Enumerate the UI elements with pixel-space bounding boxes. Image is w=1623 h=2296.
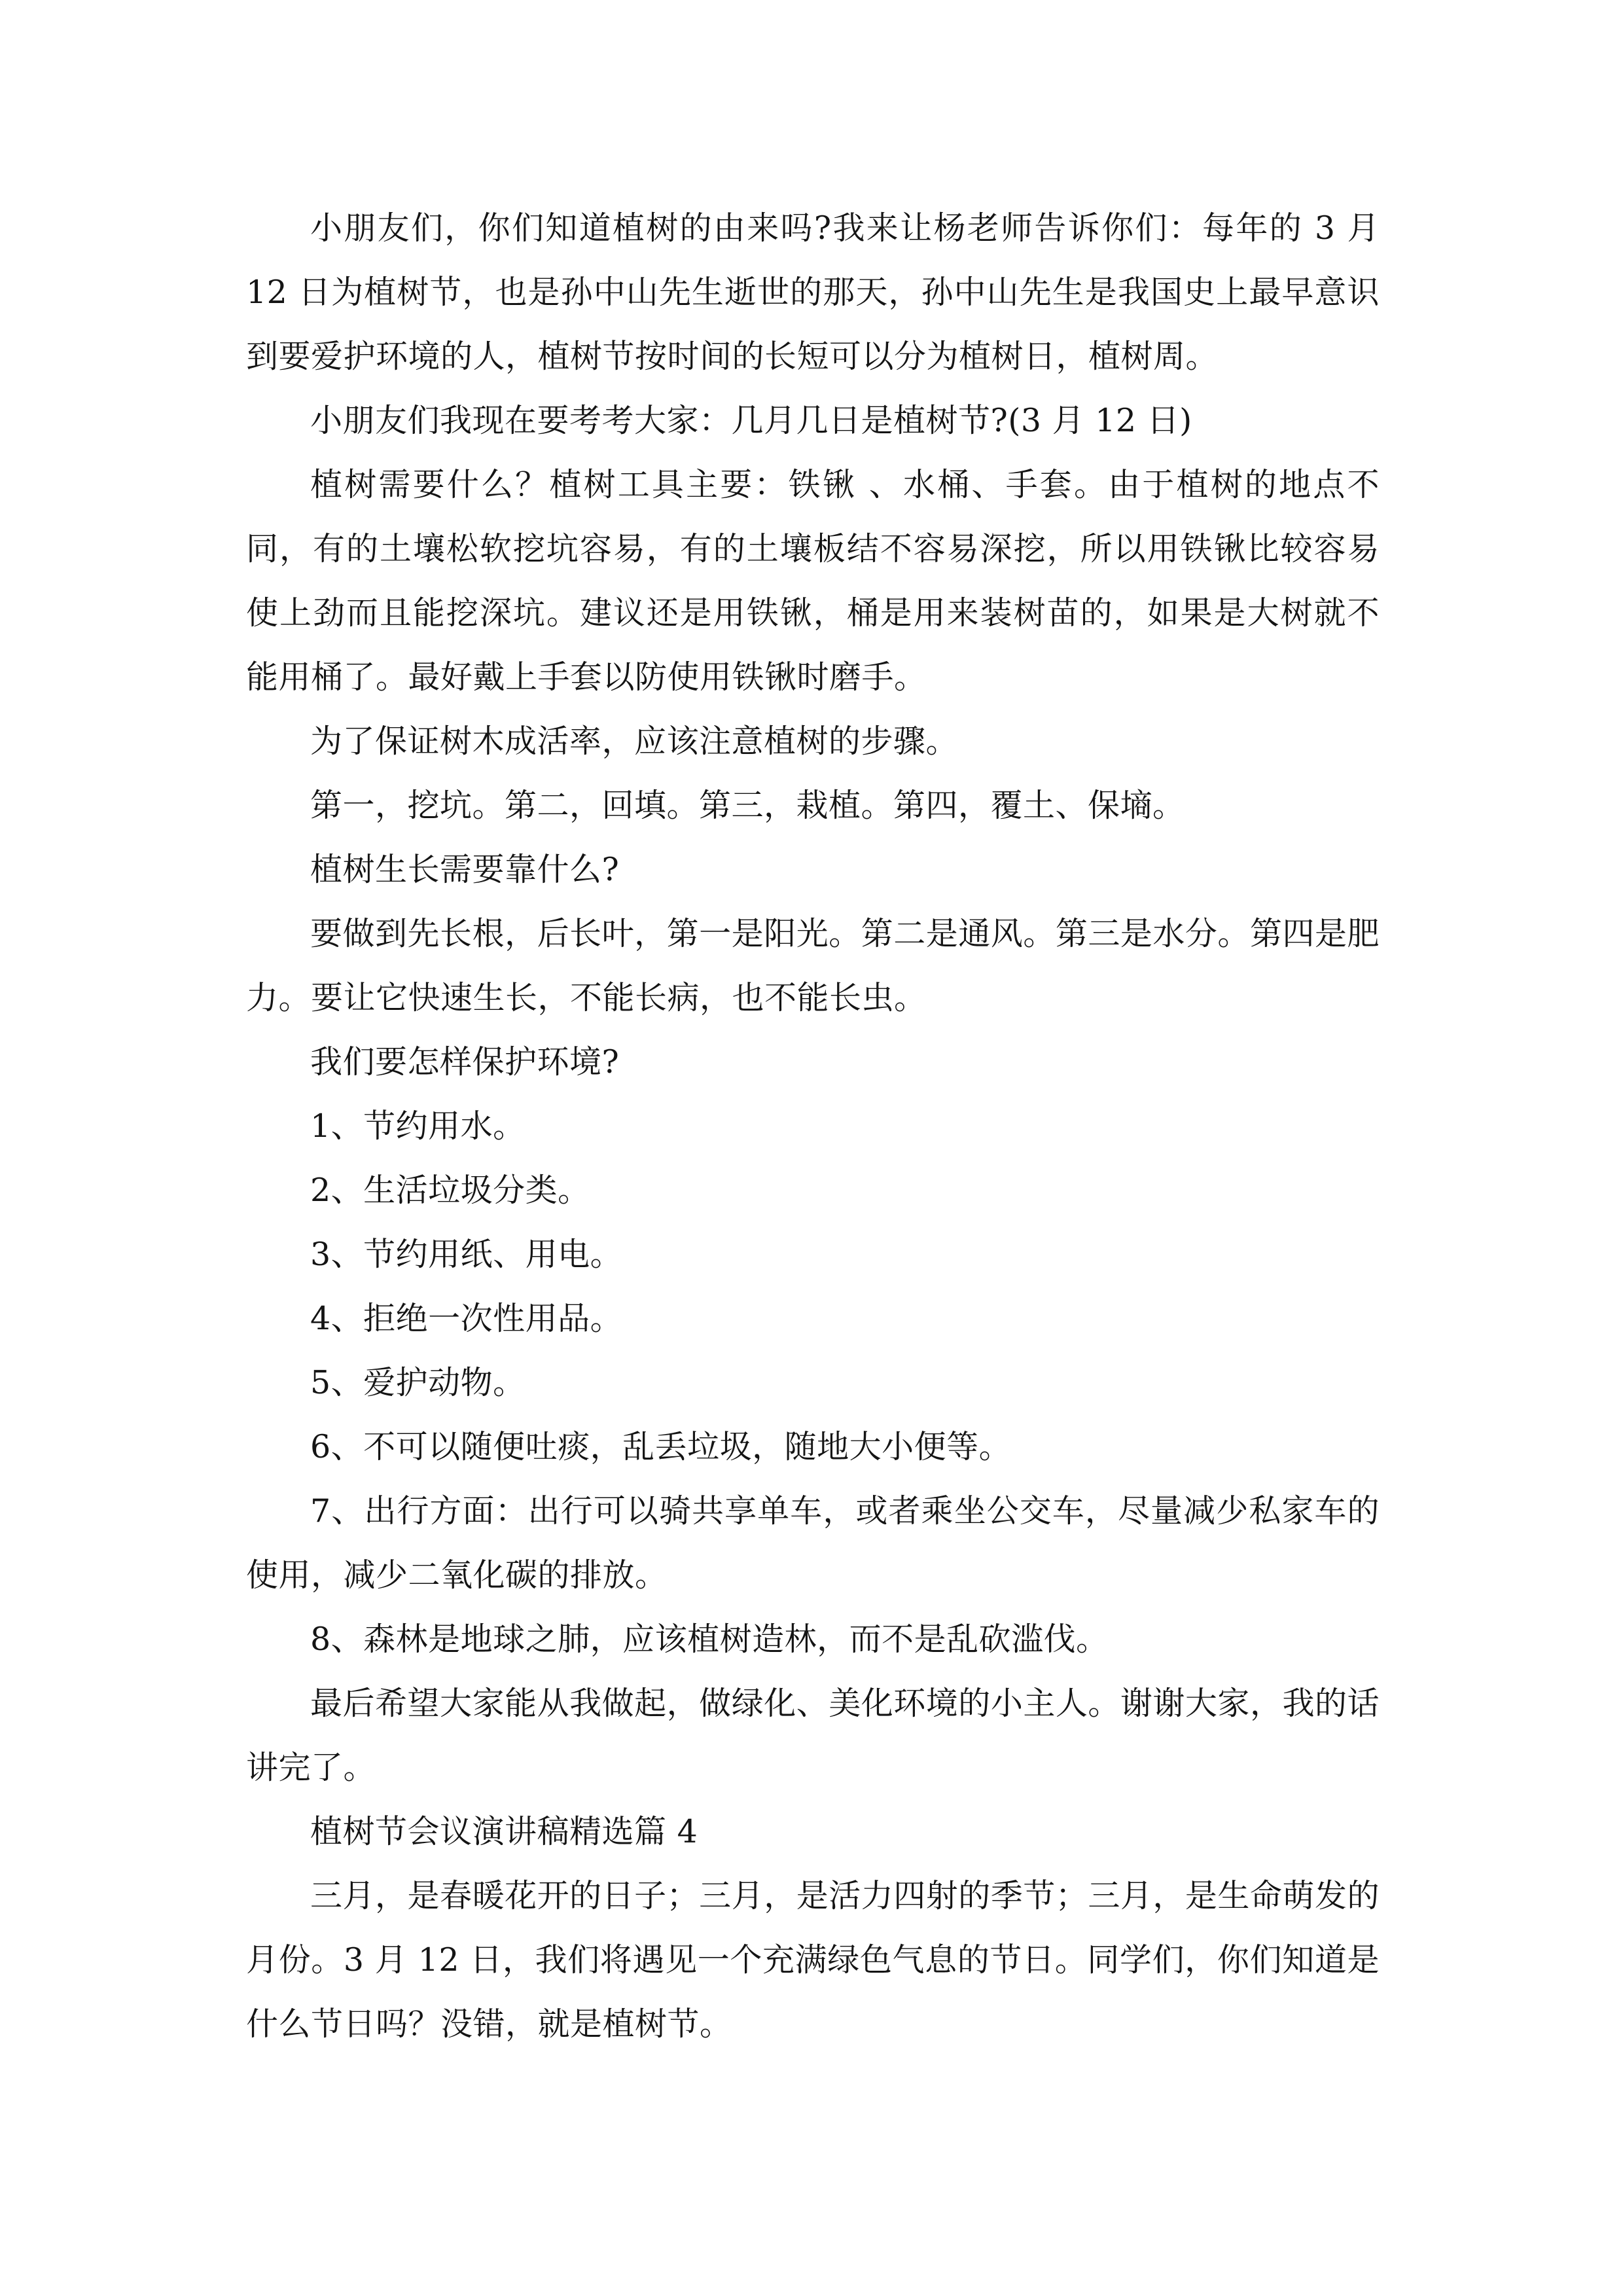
paragraph-quiz: 小朋友们我现在要考考大家：几月几日是植树节?(3 月 12 日) bbox=[310, 402, 1192, 439]
list-item-7: 7、出行方面：出行可以骑共享单车，或者乘坐公交车，尽量减少私家车的使用，减少二氧化碳的排放。 bbox=[246, 1492, 1380, 1594]
paragraph-closing: 最后希望大家能从我做起，做绿化、美化环境的小主人。谢谢大家，我的话讲完了。 bbox=[246, 1685, 1380, 1786]
paragraph-origin: 小朋友们，你们知道植树的由来吗?我来让杨老师告诉你们：每年的 3 月 12 日为植树节，也是孙中山先生逝世的那天，孙中山先生是我国史上最早意识到要爱护环境的人，植树节按时间的长短可以分为植树日，植树周。 bbox=[246, 209, 1380, 375]
paragraph-march: 三月，是春暖花开的日子；三月，是活力四射的季节；三月，是生命萌发的月份。3 月 12 日，我们将遇见一个充满绿色气息的节日。同学们，你们知道是什么节日吗？没错，就是植树节。 bbox=[246, 1877, 1380, 2043]
paragraph-tools: 植树需要什么？植树工具主要：铁锹 、水桶、手套。由于植树的地点不同，有的土壤松软挖坑容易，有的土壤板结不容易深挖，所以用铁锹比较容易使上劲而且能挖深坑。建议还是用铁锹，桶是用来装树苗的，如果是大树就不能用桶了。最好戴上手套以防使用铁锹时磨手。 bbox=[246, 466, 1380, 696]
list-item-3: 3、节约用纸、用电。 bbox=[310, 1236, 623, 1273]
list-item-2: 2、生活垃圾分类。 bbox=[310, 1172, 590, 1209]
paragraph-growth-answer: 要做到先长根，后长叶，第一是阳光。第二是通风。第三是水分。第四是肥力。要让它快速生长，不能长病，也不能长虫。 bbox=[246, 915, 1380, 1016]
paragraph-protect-question: 我们要怎样保护环境? bbox=[310, 1043, 620, 1081]
list-item-4: 4、拒绝一次性用品。 bbox=[310, 1300, 623, 1337]
document-body bbox=[246, 196, 1380, 2056]
paragraph-steps-intro: 为了保证树木成活率，应该注意植树的步骤。 bbox=[310, 723, 959, 760]
list-item-5: 5、爱护动物。 bbox=[310, 1364, 526, 1401]
list-item-6: 6、不可以随便吐痰，乱丢垃圾，随地大小便等。 bbox=[310, 1428, 1012, 1465]
list-item-1: 1、节约用水。 bbox=[310, 1107, 526, 1145]
paragraph-growth-question: 植树生长需要靠什么? bbox=[310, 851, 620, 888]
list-item-8: 8、森林是地球之肺，应该植树造林，而不是乱砍滥伐。 bbox=[310, 1621, 1109, 1658]
section-heading: 植树节会议演讲稿精选篇 4 bbox=[310, 1813, 698, 1850]
paragraph-steps: 第一，挖坑。第二，回填。第三，栽植。第四，覆土、保墒。 bbox=[310, 787, 1185, 824]
